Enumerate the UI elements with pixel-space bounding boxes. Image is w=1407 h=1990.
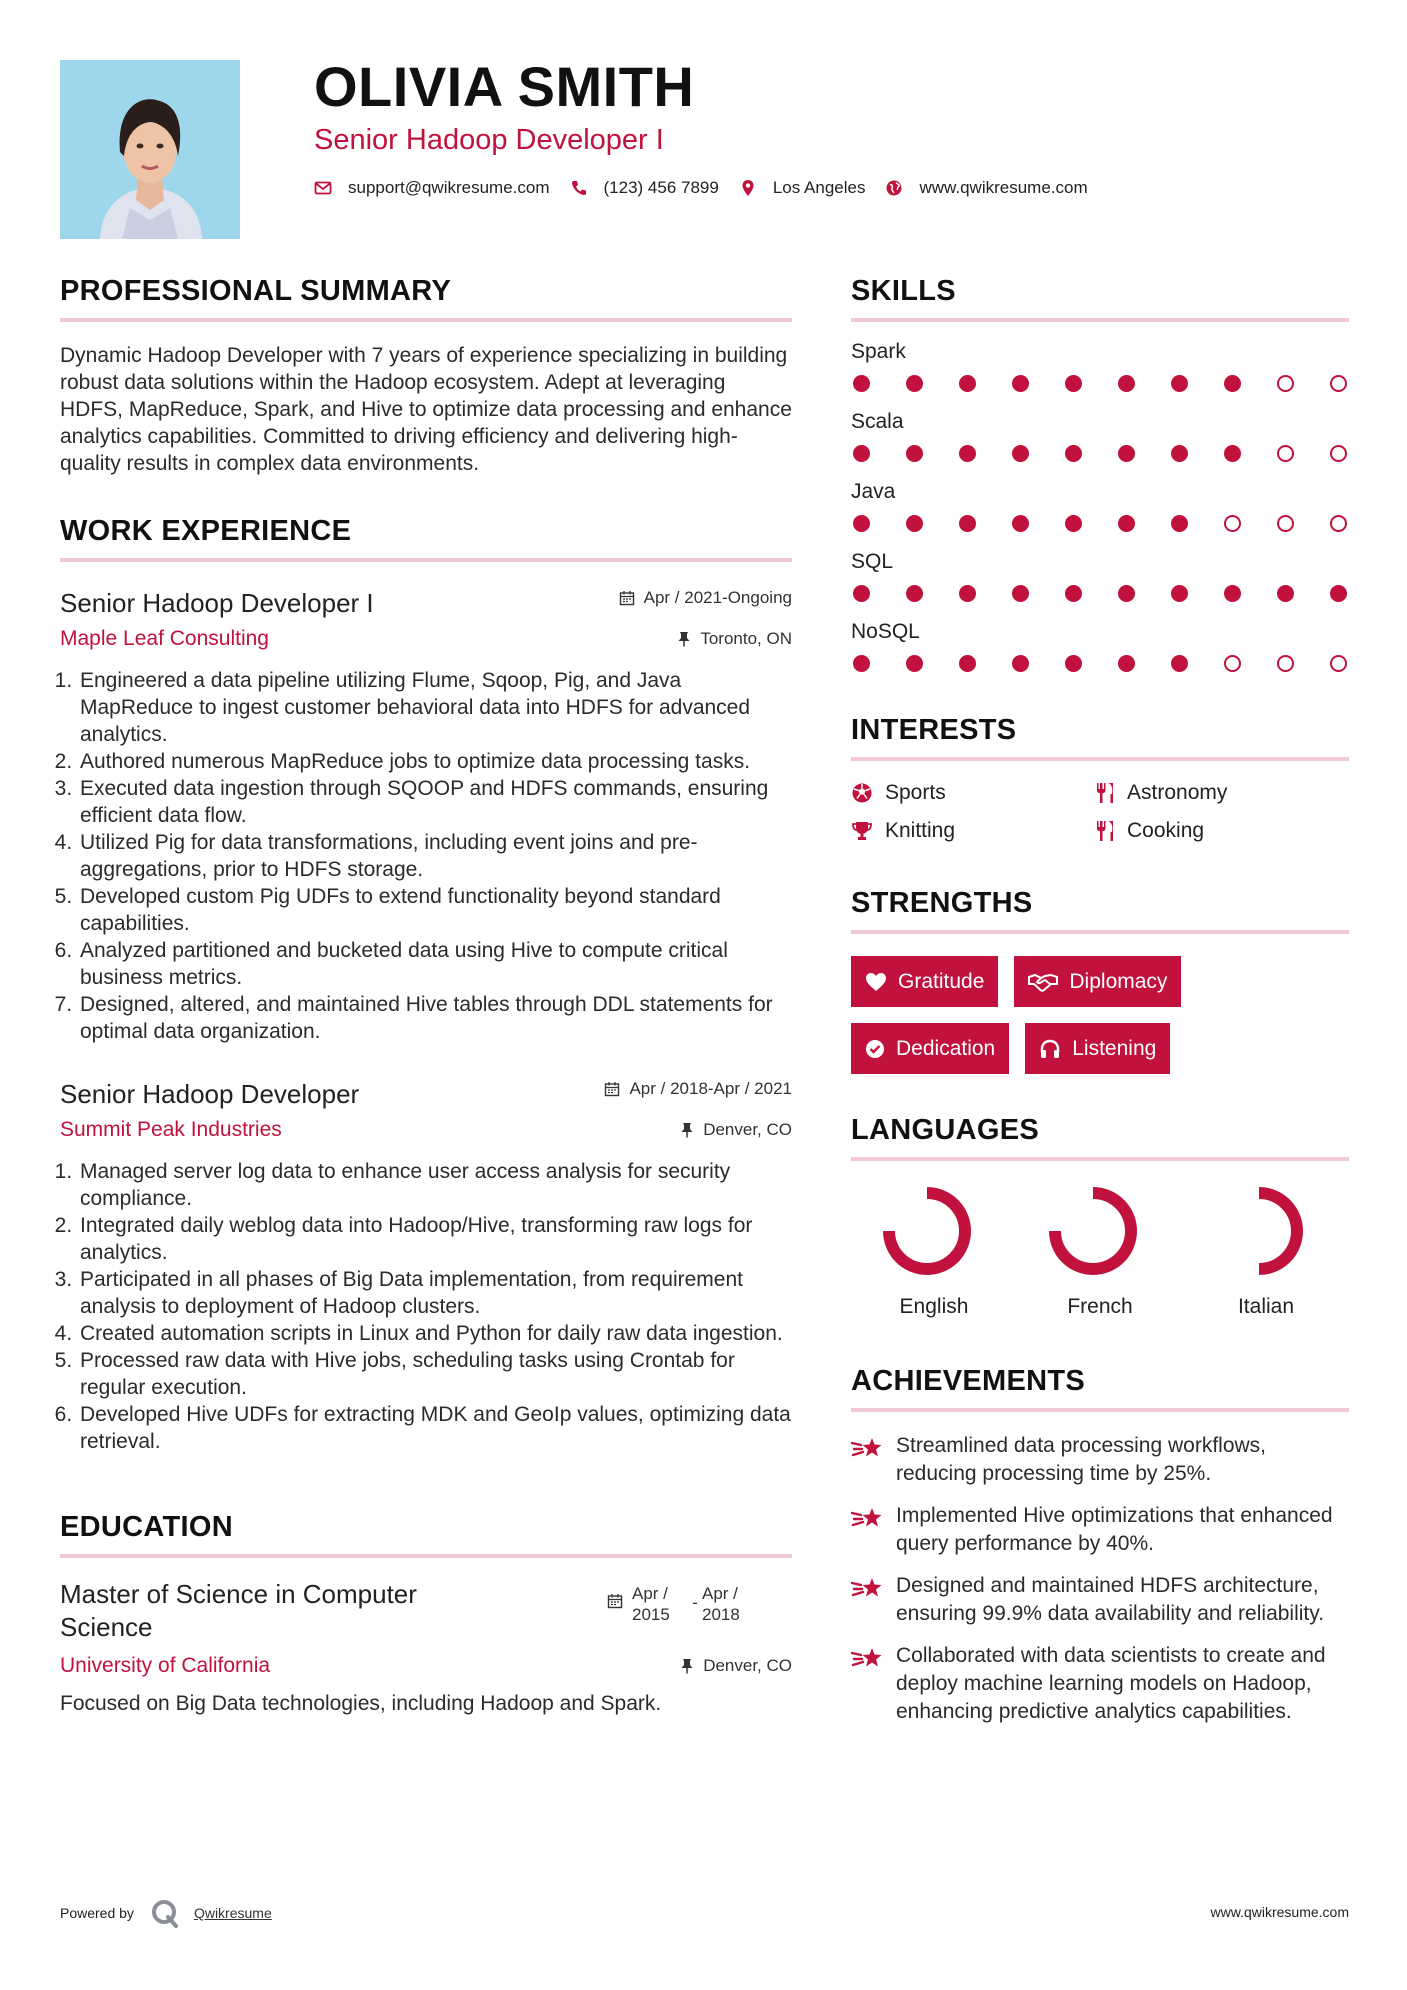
strength-label: Diplomacy [1069, 969, 1168, 993]
interest-item [851, 781, 1095, 805]
contact-location [739, 178, 866, 198]
calendar-icon [619, 590, 635, 606]
achievement-text: Implemented Hive optimizations that enhanced query performance by 40%. [896, 1504, 1333, 1555]
rating-dot-filled [906, 445, 923, 462]
rating-dot-empty [1277, 655, 1294, 672]
interest-label: Cooking [1127, 819, 1205, 842]
rating-dot-filled [1012, 585, 1029, 602]
rating-dot-filled [1065, 655, 1082, 672]
skill-rating [851, 375, 1349, 392]
section-divider [851, 1157, 1349, 1161]
section-title: EDUCATION [60, 1511, 233, 1543]
skill-rating [851, 515, 1349, 532]
achievement-item [851, 1432, 1349, 1488]
section-divider [60, 1554, 792, 1558]
rating-dot-empty [1330, 445, 1347, 462]
skill-item [851, 480, 1349, 532]
pushpin-icon [680, 1122, 694, 1138]
skill-rating [851, 655, 1349, 672]
company-name: Maple Leaf Consulting [60, 627, 269, 650]
language-item [1183, 1185, 1349, 1319]
rating-dot-filled [853, 515, 870, 532]
section-title: WORK EXPERIENCE [60, 515, 352, 547]
list-item: 1. Engineered a data pipeline utilizing Flume, Sqoop, Pig, and Java MapReduce to ingest customer behavioral data into HDFS for advanced analytics. [78, 667, 792, 748]
strength-label: Gratitude [898, 969, 985, 993]
fork-knife-icon [1095, 820, 1115, 842]
interest-item [851, 819, 1095, 843]
rating-dot-filled [1065, 515, 1082, 532]
education-dates [607, 1583, 758, 1625]
rating-dot-filled [1171, 655, 1188, 672]
list-item: 5. Processed raw data with Hive jobs, scheduling tasks using Crontab for regular execution. [78, 1347, 792, 1401]
rating-dot-filled [1012, 445, 1029, 462]
education-location-text: Denver, CO [703, 1656, 792, 1675]
calendar-icon [604, 1081, 620, 1097]
achievement-item [851, 1572, 1349, 1628]
skill-name: Scala [851, 410, 904, 433]
rating-dot-filled [1118, 375, 1135, 392]
interest-item [1095, 781, 1339, 805]
contact-phone[interactable] [570, 178, 719, 198]
headphones-icon [1039, 1039, 1061, 1059]
section-divider [851, 318, 1349, 322]
list-item: 3. Executed data ingestion through SQOOP and HDFS commands, ensuring efficient data flow. [78, 775, 792, 829]
left-column [60, 275, 792, 1716]
summary-text: Dynamic Hadoop Developer with 7 years of experience specializing in building robust data solutions within the Hadoop ecosystem. Adept at leveraging HDFS, MapReduce, Spark, and Hive to optimize data processing and enhance analytics capabilities. Committed to driving efficiency and delivering high-quality results in complex data environments. [60, 344, 792, 475]
language-name: French [1067, 1295, 1133, 1318]
trophy-icon [851, 820, 873, 842]
rating-dot-filled [1065, 585, 1082, 602]
calendar-icon [607, 1593, 623, 1609]
list-item: 7. Designed, altered, and maintained Hive tables through DDL statements for optimal data organization. [78, 991, 792, 1045]
profile-photo [60, 60, 240, 239]
skill-item [851, 620, 1349, 672]
skill-name: NoSQL [851, 620, 920, 643]
interests-list [851, 781, 1349, 843]
contact-website[interactable] [885, 178, 1087, 198]
job-bullets [60, 1158, 792, 1455]
strength-badge [851, 956, 998, 1007]
globe-icon [885, 179, 903, 197]
achievement-item [851, 1502, 1349, 1558]
candidate-name: OLIVIA SMITH [314, 55, 695, 118]
skill-item [851, 550, 1349, 602]
list-item: 6. Developed Hive UDFs for extracting MDK and GeoIp values, optimizing data retrieval. [78, 1401, 792, 1455]
rating-dot-filled [1224, 585, 1241, 602]
rating-dot-filled [1065, 445, 1082, 462]
shooting-star-icon [851, 1575, 883, 1601]
interest-label: Sports [885, 781, 946, 804]
footer-powered-by [60, 1898, 272, 1928]
location-text: Los Angeles [772, 178, 866, 197]
list-item: 3. Participated in all phases of Big Data implementation, from requirement analysis to deployment of Hadoop clusters. [78, 1266, 792, 1320]
job-location [680, 1120, 792, 1140]
list-item: 2. Integrated daily weblog data into Hadoop/Hive, transforming raw logs for analytics. [78, 1212, 792, 1266]
languages-list [851, 1185, 1349, 1319]
list-item: 4. Created automation scripts in Linux and Python for daily raw data ingestion. [78, 1320, 792, 1347]
job-entry [60, 588, 792, 1045]
language-item [1017, 1185, 1183, 1319]
rating-dot-filled [906, 375, 923, 392]
phone-icon [570, 179, 588, 197]
education-section [60, 1511, 792, 1716]
rating-dot-filled [906, 655, 923, 672]
section-title: INTERESTS [851, 714, 1017, 746]
right-column [851, 275, 1349, 1740]
rating-dot-empty [1277, 515, 1294, 532]
rating-dot-empty [1277, 375, 1294, 392]
section-title: STRENGTHS [851, 887, 1033, 919]
achievement-text: Collaborated with data scientists to create and deploy machine learning models on Hadoop, enhancing predictive analytics capabilities. [896, 1644, 1326, 1723]
rating-dot-filled [959, 655, 976, 672]
language-name: Italian [1237, 1295, 1295, 1318]
strength-label: Listening [1072, 1036, 1157, 1060]
date-separator: - [692, 1593, 698, 1612]
list-item: 4. Utilized Pig for data transformations, including event joins and pre-aggregations, prior to HDFS storage. [78, 829, 792, 883]
rating-dot-filled [1118, 445, 1135, 462]
section-divider [60, 558, 792, 562]
rating-dot-filled [1171, 585, 1188, 602]
rating-dot-filled [1012, 655, 1029, 672]
education-end: Apr / 2018 [702, 1584, 740, 1624]
contact-email[interactable] [314, 178, 550, 198]
section-title: PROFESSIONAL SUMMARY [60, 275, 452, 307]
brand-link[interactable]: Qwikresume [193, 1905, 272, 1921]
education-description: Focused on Big Data technologies, including Hadoop and Spark. [60, 1692, 662, 1715]
interest-label: Astronomy [1127, 781, 1228, 804]
section-divider [851, 757, 1349, 761]
rating-dot-filled [1224, 375, 1241, 392]
qwikresume-logo-icon [150, 1898, 180, 1928]
rating-dot-empty [1330, 655, 1347, 672]
list-item: 6. Analyzed partitioned and bucketed data using Hive to compute critical business metrics. [78, 937, 792, 991]
list-item: 2. Authored numerous MapReduce jobs to optimize data processing tasks. [78, 748, 792, 775]
job-dates-text: Apr / 2018-Apr / 2021 [629, 1079, 792, 1098]
rating-dot-filled [906, 515, 923, 532]
language-gauge-arc [1055, 1193, 1131, 1269]
job-location [677, 629, 792, 649]
skill-name: SQL [851, 550, 894, 573]
check-circle-icon [865, 1039, 885, 1059]
strength-label: Dedication [896, 1036, 996, 1060]
job-location-text: Toronto, ON [700, 629, 792, 648]
skill-rating [851, 585, 1349, 602]
achievement-item [851, 1642, 1349, 1726]
rating-dot-filled [1171, 445, 1188, 462]
phone-text: (123) 456 7899 [603, 178, 719, 197]
degree-title: Master of Science in Computer Science [60, 1579, 417, 1642]
strength-badge [1025, 1023, 1170, 1074]
job-dates [619, 588, 792, 608]
language-gauge [1047, 1185, 1139, 1277]
language-gauge-arc [1259, 1193, 1297, 1269]
skill-item [851, 410, 1349, 462]
pushpin-icon [677, 631, 691, 647]
rating-dot-filled [959, 585, 976, 602]
rating-dot-filled [1171, 375, 1188, 392]
shooting-star-icon [851, 1435, 883, 1461]
school-name: University of California [60, 1654, 271, 1677]
achievement-text: Designed and maintained HDFS architecture, ensuring 99.9% data availability and reliability. [896, 1574, 1325, 1625]
pushpin-icon [680, 1658, 694, 1674]
powered-by-label: Powered by [60, 1905, 134, 1921]
job-dates-text: Apr / 2021-Ongoing [643, 588, 792, 607]
rating-dot-filled [959, 515, 976, 532]
envelope-icon [314, 179, 332, 197]
rating-dot-filled [853, 585, 870, 602]
rating-dot-filled [1277, 585, 1294, 602]
section-divider [60, 318, 792, 322]
section-title: ACHIEVEMENTS [851, 1365, 1086, 1397]
rating-dot-empty [1330, 515, 1347, 532]
interest-item [1095, 819, 1339, 843]
rating-dot-empty [1330, 375, 1347, 392]
footer-website[interactable]: www.qwikresume.com [1210, 1904, 1349, 1920]
rating-dot-filled [959, 445, 976, 462]
rating-dot-filled [1065, 375, 1082, 392]
job-location-text: Denver, CO [703, 1120, 792, 1139]
rating-dot-filled [1118, 515, 1135, 532]
shooting-star-icon [851, 1645, 883, 1671]
contact-bar [314, 178, 1108, 198]
rating-dot-filled [1012, 515, 1029, 532]
handshake-icon [1028, 972, 1058, 992]
rating-dot-empty [1224, 515, 1241, 532]
section-title: LANGUAGES [851, 1114, 1039, 1146]
email-text: support@qwikresume.com [348, 178, 550, 197]
skill-item [851, 340, 1349, 392]
company-name: Summit Peak Industries [60, 1118, 282, 1141]
language-gauge-arc [889, 1193, 965, 1269]
achievements-section [851, 1365, 1349, 1726]
language-item [851, 1185, 1017, 1319]
education-start: Apr / 2015 [632, 1584, 670, 1624]
list-item: 1. Managed server log data to enhance user access analysis for security compliance. [78, 1158, 792, 1212]
strengths-section [851, 887, 1349, 1074]
rating-dot-filled [1171, 515, 1188, 532]
strengths-list [851, 956, 1231, 1074]
fork-knife-icon [1095, 782, 1115, 804]
job-title: Senior Hadoop Developer I [60, 588, 374, 618]
language-gauge [1213, 1185, 1305, 1277]
website-text: www.qwikresume.com [919, 178, 1088, 197]
job-bullets [60, 667, 792, 1045]
interests-section [851, 714, 1349, 843]
rating-dot-filled [959, 375, 976, 392]
skill-name: Java [851, 480, 896, 503]
rating-dot-filled [1012, 375, 1029, 392]
job-entry [60, 1079, 792, 1455]
rating-dot-filled [853, 445, 870, 462]
list-item: 5. Developed custom Pig UDFs to extend functionality beyond standard capabilities. [78, 883, 792, 937]
heart-icon [865, 972, 887, 992]
languages-section [851, 1114, 1349, 1319]
rating-dot-filled [853, 375, 870, 392]
language-gauge [881, 1185, 973, 1277]
rating-dot-filled [853, 655, 870, 672]
skill-name: Spark [851, 340, 906, 363]
rating-dot-filled [1118, 585, 1135, 602]
strength-badge [851, 1023, 1009, 1074]
rating-dot-filled [1118, 655, 1135, 672]
education-location [680, 1656, 792, 1676]
summary-section [60, 275, 792, 477]
skills-section [851, 275, 1349, 672]
language-name: English [899, 1295, 969, 1318]
candidate-role: Senior Hadoop Developer I [314, 124, 664, 156]
interest-label: Knitting [885, 819, 956, 842]
skills-list [851, 340, 1349, 672]
map-pin-icon [739, 179, 757, 197]
rating-dot-empty [1224, 655, 1241, 672]
skill-rating [851, 445, 1349, 462]
rating-dot-filled [906, 585, 923, 602]
achievements-list [851, 1432, 1349, 1726]
achievement-text: Streamlined data processing workflows, reducing processing time by 25%. [896, 1434, 1267, 1485]
job-dates [604, 1079, 792, 1099]
rating-dot-empty [1277, 445, 1294, 462]
section-title: SKILLS [851, 275, 956, 307]
section-divider [851, 1408, 1349, 1412]
experience-section [60, 515, 792, 1455]
strength-badge [1014, 956, 1181, 1007]
job-title: Senior Hadoop Developer [60, 1079, 360, 1109]
rating-dot-filled [1330, 585, 1347, 602]
shooting-star-icon [851, 1505, 883, 1531]
rating-dot-filled [1224, 445, 1241, 462]
soccer-ball-icon [851, 782, 873, 804]
section-divider [851, 930, 1349, 934]
